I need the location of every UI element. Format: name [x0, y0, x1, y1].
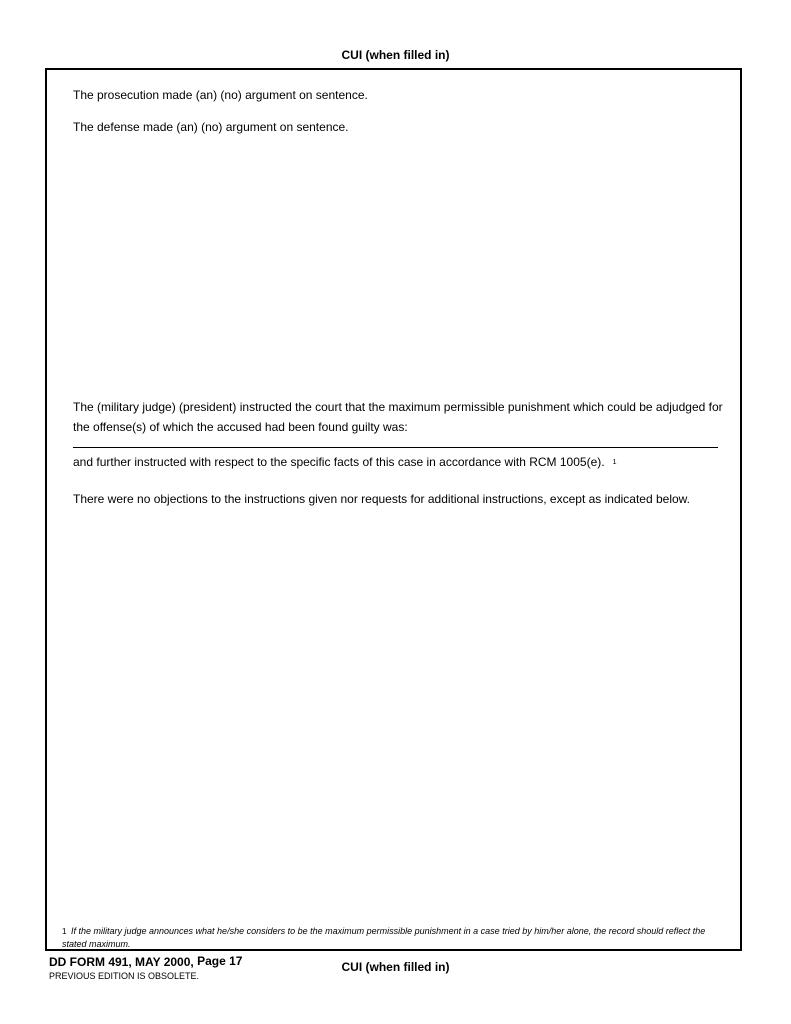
maximum-punishment-fill-line[interactable] — [73, 447, 718, 448]
further-instruction-text: and further instructed with respect to the specific facts of this case in accordance with RCM 1005(e). — [73, 455, 605, 469]
form-border — [45, 68, 742, 951]
further-instruction-paragraph — [73, 453, 617, 472]
cui-marking-bottom: CUI (when filled in) — [341, 960, 450, 974]
prosecution-argument-text: The prosecution made (an) (no) argument on sentence. — [73, 88, 368, 102]
cui-marking-top: CUI (when filled in) — [341, 48, 450, 62]
previous-edition-notice: PREVIOUS EDITION IS OBSOLETE. — [49, 971, 200, 981]
footnote — [62, 925, 722, 950]
defense-argument-text: The defense made (an) (no) argument on sentence. — [73, 120, 349, 134]
footnote-number: 1 — [62, 927, 67, 936]
footnote-text: If the military judge announces what he/she considers to be the maximum permissible punishment in a case tried by him/her alone, the record should reflect the stated maximum. — [62, 926, 706, 949]
maximum-punishment-instruction-text: The (military judge) (president) instructed the court that the maximum permissible punishment which could be adjudged for the offense(s) of which the accused had been found guilty was: — [73, 400, 723, 434]
form-number: DD FORM 491, MAY 2000, — [49, 955, 194, 969]
page-number: Page 17 — [197, 954, 243, 968]
footnote-reference: 1 — [612, 459, 617, 466]
objections-text: There were no objections to the instructions given nor requests for additional instructions, except as indicated below. — [73, 492, 691, 506]
